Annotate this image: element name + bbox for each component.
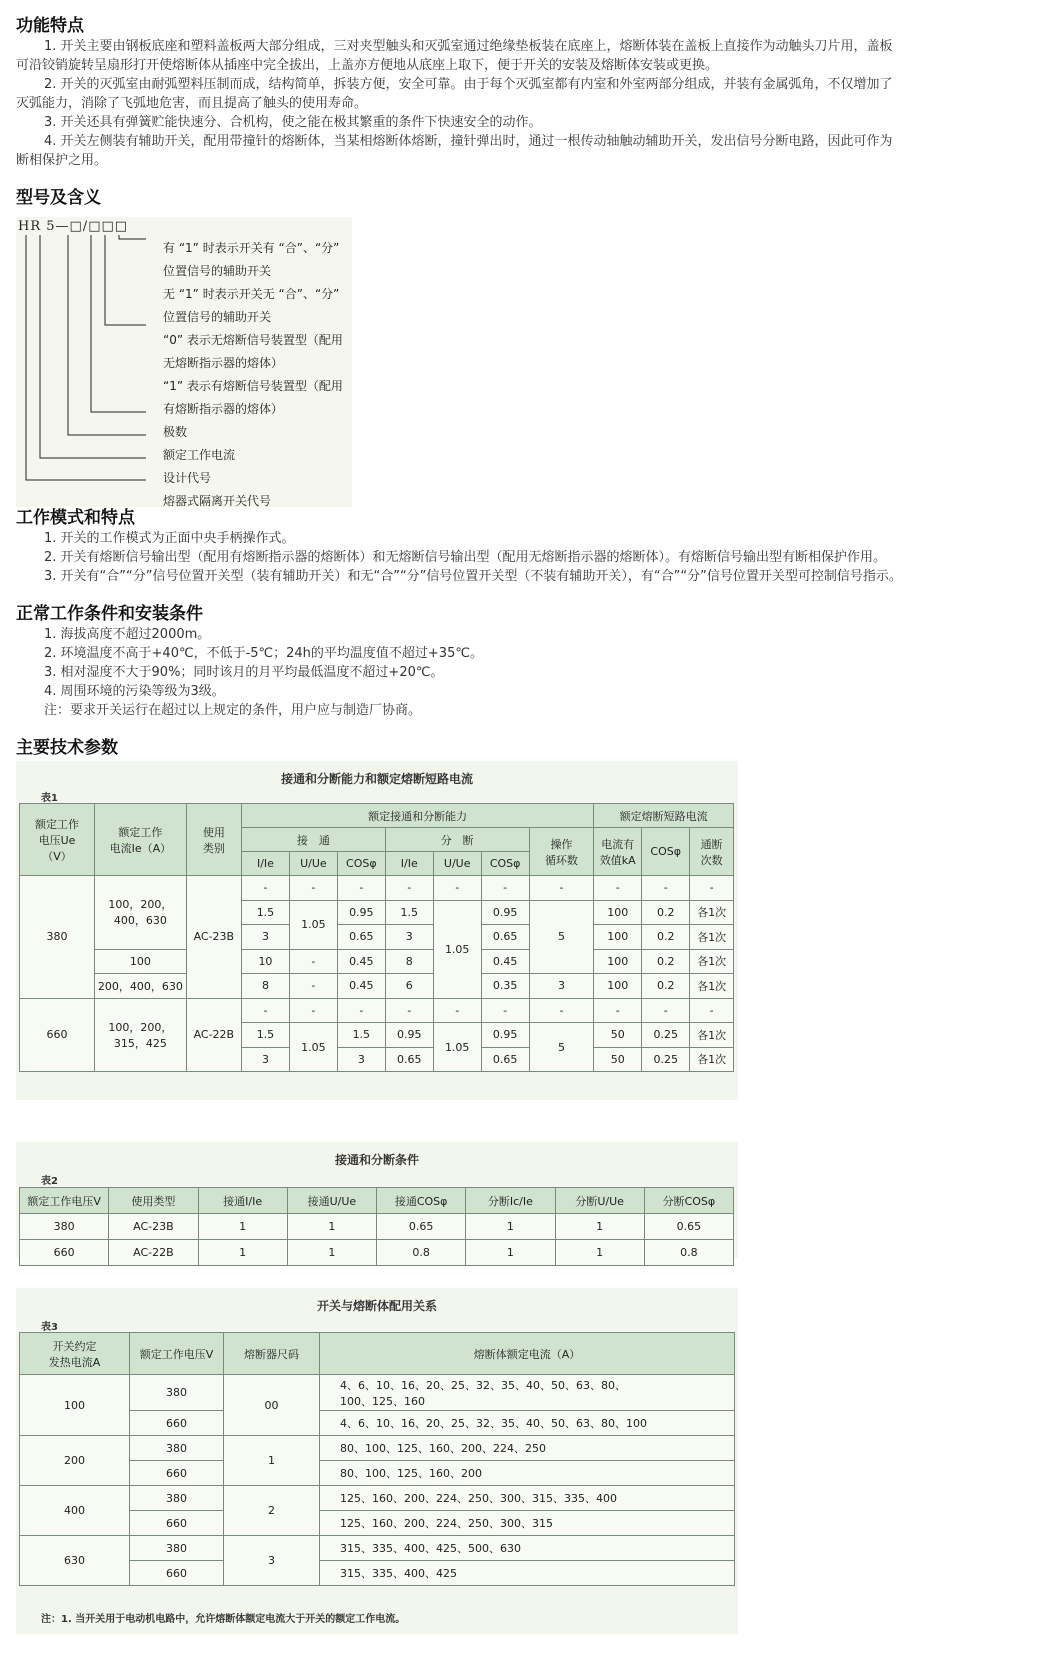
table-cell: 1.05 [433,900,481,998]
table-row [20,1536,735,1561]
table-cell: 00 [224,1375,320,1436]
modes-line: 2. 开关有熔断信号输出型（配用有熔断指示器的熔断体）和无熔断信号输出型（配用无熔断指示器的熔断体）。有熔断信号输出型有断相保护作用。 [44,550,887,565]
table2-title: 接通和分断条件 [334,1153,419,1167]
table-cell: 1 [198,1240,287,1266]
table-cell: 0.2 [642,974,690,999]
conditions-line: 注：要求开关运行在超过以上规定的条件，用户应与制造厂协商。 [44,703,422,718]
conditions-text [16,625,1036,720]
model-line: “1” 表示有熔断信号装置型（配用 [163,379,343,393]
table-cell: 630 [20,1536,130,1586]
model-line: 额定工作电流 [163,448,236,462]
table-cell: 熔断器尺码 [224,1333,320,1375]
table-cell: - [529,998,594,1023]
table-cell: 315、335、400、425、500、630 [320,1536,735,1561]
params-title: 主要技术参数 [16,738,118,758]
table-cell: 额定接通和分断能力 [241,804,593,828]
table-cell: - [289,974,337,999]
table-cell: 1.05 [433,1023,481,1072]
params-section [16,737,1036,759]
table-cell: 0.95 [337,900,385,925]
table-cell: AC-22B [186,998,241,1072]
table-row [20,998,734,1023]
conditions-section [16,603,1036,720]
table-cell: 额定工作电压V [20,1188,109,1214]
table-cell: 1.5 [241,1023,289,1048]
table-cell: 分断Ic/Ie [466,1188,555,1214]
modes-line: 1. 开关的工作模式为正面中央手柄操作式。 [44,531,295,546]
table-cell: COSφ [481,852,529,876]
table-row [20,1188,734,1214]
table-cell: - [289,876,337,901]
model-line: 极数 [163,425,188,439]
table-row [20,1375,735,1411]
table-cell: 660 [130,1461,224,1486]
table-cell: - [433,876,481,901]
table-cell: 1.05 [289,900,337,949]
table-cell: 200，400，630 [95,974,187,999]
table-cell: 使用 类别 [186,804,241,876]
table-cell: 400 [20,1486,130,1536]
table-cell: 0.95 [385,1023,433,1048]
table-cell: 接通COSφ [377,1188,466,1214]
table3-note: 注：1. 当开关用于电动机电路中，允许熔断体额定电流大于开关的额定工作电流。 [41,1614,406,1625]
table-row [20,974,734,999]
model-line: 熔器式隔离开关代号 [163,494,272,508]
conditions-line: 4. 周围环境的污染等级为3级。 [44,684,225,699]
features-line: 3. 开关还具有弹簧贮能快速分、合机构，使之能在极其繁重的条件下快速安全的动作。 [44,115,542,130]
table-cell: 80、100、125、160、200、224、250 [320,1436,735,1461]
table-cell: 3 [224,1536,320,1586]
table-cell: - [594,998,642,1023]
table-cell: 380 [20,1214,109,1240]
table3 [19,1332,735,1586]
table-cell: 125、160、200、224、250、300、315 [320,1511,735,1536]
modes-section [16,507,1036,586]
table-cell: 8 [241,974,289,999]
table-cell: 100 [594,925,642,950]
table3-panel [16,1288,738,1634]
table-cell: - [289,949,337,974]
features-line: 可沿铰销旋转呈扇形打开使熔断体从插座中完全拔出，上盖亦方便地从底座上取下，便于开关的安装及熔断体安装或更换。 [16,58,719,73]
table-cell: 电流有 效值kA [594,828,642,876]
table-cell: 各1次 [690,900,734,925]
table-cell: - [241,876,289,901]
table-cell: 分断COSφ [644,1188,733,1214]
table-cell: 各1次 [690,974,734,999]
table-row [20,949,734,974]
table-cell: 0.8 [377,1240,466,1266]
table2-label: 表2 [41,1176,58,1187]
table-cell: 5 [529,900,594,974]
table-cell: - [385,998,433,1023]
table-cell: 1 [555,1240,644,1266]
modes-line: 3. 开关有“合”“分”信号位置开关型（装有辅助开关）和无“合”“分”信号位置开关型（不装有辅助开关），有“合”“分”信号位置开关型可控制信号指示。 [44,569,902,584]
table1-label: 表1 [41,793,58,804]
features-line: 2. 开关的灭弧室由耐弧塑料压制而成，结构简单，拆装方便，安全可靠。由于每个灭弧室都有内室和外室两部分组成，并装有金属弧角，不仅增加了 [44,77,893,92]
table-cell: 0.65 [481,925,529,950]
table-cell: 8 [385,949,433,974]
table-cell: 100 [594,949,642,974]
table-cell: 660 [130,1411,224,1436]
table-cell: 0.95 [481,900,529,925]
model-line: 无熔断指示器的熔体） [163,356,284,370]
table-cell: 380 [130,1375,224,1411]
table-cell: - [642,998,690,1023]
table-cell: - [241,998,289,1023]
table-cell: 100 [594,974,642,999]
model-code: HR 5—□/□□□ [18,219,129,234]
table-cell: I/Ie [241,852,289,876]
table-cell: 各1次 [690,925,734,950]
table-cell: - [481,876,529,901]
table-cell: - [481,998,529,1023]
table-cell: - [690,998,734,1023]
features-text [16,37,1036,170]
table-cell: 380 [20,876,95,999]
table-cell: 380 [130,1486,224,1511]
table-cell: 3 [385,925,433,950]
table-cell: 100，200， 400，630 [95,876,187,950]
table-cell: 660 [130,1561,224,1586]
table-cell: 3 [241,925,289,950]
table-cell: 100 [594,900,642,925]
table-cell: 0.65 [377,1214,466,1240]
table-cell: 100 [95,949,187,974]
table-cell: 4、6、10、16、20、25、32、35、40、50、63、80、 100、125、160 [320,1375,735,1411]
model-line: 位置信号的辅助开关 [163,310,272,324]
table-cell: 5 [529,1023,594,1072]
table-cell: 1 [198,1214,287,1240]
table-cell: U/Ue [433,852,481,876]
table-cell: 熔断体额定电流（A） [320,1333,735,1375]
table-cell: COSφ [642,828,690,876]
table-cell: 分 断 [385,828,529,852]
conditions-line: 2. 环境温度不高于+40℃，不低于-5℃；24h的平均温度值不超过+35℃。 [44,646,483,661]
table-cell: 1 [287,1214,376,1240]
table1-panel [16,761,738,1100]
table-row [20,1436,735,1461]
model-line: “0” 表示无熔断信号装置型（配用 [163,333,343,347]
model-section [16,187,1036,209]
table-cell: - [337,876,385,901]
table-cell: 各1次 [690,949,734,974]
table-cell: 通断 次数 [690,828,734,876]
table-cell: COSφ [337,852,385,876]
model-diagram [16,217,352,507]
table-row [20,1333,735,1375]
table3-title: 开关与熔断体配用关系 [316,1299,437,1313]
model-title: 型号及含义 [16,188,101,208]
table-cell: 1 [224,1436,320,1486]
table-cell: 50 [594,1047,642,1072]
features-line: 灭弧能力，消除了飞弧地危害，而且提高了触头的使用寿命。 [16,96,368,111]
table-cell: 1.5 [241,900,289,925]
table-row [20,1486,735,1511]
table-cell: 额定工作电压V [130,1333,224,1375]
table-cell: 使用类型 [109,1188,198,1214]
model-descriptions [163,237,343,513]
table-cell: 380 [130,1436,224,1461]
model-line: 有熔断指示器的熔体） [163,402,284,416]
features-line: 1. 开关主要由钢板底座和塑料盖板两大部分组成，三对夹型触头和灭弧室通过绝缘垫板装在底座上，熔断体装在盖板上直接作为动触头刀片用，盖板 [44,39,893,54]
table-cell: 1.05 [289,1023,337,1072]
table-row [20,1214,734,1240]
table-cell: 额定工作 电压Ue （V） [20,804,95,876]
table-cell: 额定熔断短路电流 [594,804,734,828]
table-cell: 分断U/Ue [555,1188,644,1214]
table-cell: 125、160、200、224、250、300、315、335、400 [320,1486,735,1511]
table3-label: 表3 [41,1322,58,1333]
table-cell: 3 [529,974,594,999]
table-cell: 315、335、400、425 [320,1561,735,1586]
table-cell: 1 [287,1240,376,1266]
table-cell: 1.5 [385,900,433,925]
table-cell: - [690,876,734,901]
table-cell: 0.25 [642,1047,690,1072]
table-cell: 0.45 [337,974,385,999]
conditions-line: 1. 海拔高度不超过2000m。 [44,627,211,642]
table-cell: 各1次 [690,1047,734,1072]
table-cell: 3 [337,1047,385,1072]
table-cell: - [289,998,337,1023]
table-cell: 接通I/Ie [198,1188,287,1214]
table-cell: 0.2 [642,925,690,950]
conditions-title: 正常工作条件和安装条件 [16,604,203,624]
table-row [20,1240,734,1266]
table-cell: U/Ue [289,852,337,876]
table-cell: AC-23B [109,1214,198,1240]
table-cell: 操作 循环数 [529,828,594,876]
table-cell: 0.35 [481,974,529,999]
table-cell: 4、6、10、16、20、25、32、35、40、50、63、80、100 [320,1411,735,1436]
table-cell: - [433,998,481,1023]
table-cell: - [337,998,385,1023]
table-cell: 额定工作 电流Ie（A） [95,804,187,876]
table-cell: - [385,876,433,901]
table-cell: 6 [385,974,433,999]
table-cell: 0.65 [337,925,385,950]
table-cell: 660 [130,1511,224,1536]
table-cell: I/Ie [385,852,433,876]
features-section [16,15,1036,170]
features-title: 功能特点 [16,16,84,36]
table-cell: 接 通 [241,828,385,852]
modes-text [16,529,1036,586]
table-cell: 1 [466,1214,555,1240]
table-cell: 660 [20,1240,109,1266]
table-cell: 0.2 [642,900,690,925]
model-line: 位置信号的辅助开关 [163,264,272,278]
conditions-line: 3. 相对湿度不大于90%；同时该月的月平均最低温度不超过+20℃。 [44,665,444,680]
table-cell: 0.8 [644,1240,733,1266]
table-cell: 50 [594,1023,642,1048]
table-cell: 0.65 [481,1047,529,1072]
table-cell: 0.95 [481,1023,529,1048]
table-cell: - [594,876,642,901]
table-cell: 100，200， 315，425 [95,998,187,1072]
table-cell: 3 [241,1047,289,1072]
table-cell: 开关约定 发热电流A [20,1333,130,1375]
table2-panel [16,1142,738,1258]
table-cell: 接通U/Ue [287,1188,376,1214]
table-cell: 100 [20,1375,130,1436]
table-cell: AC-23B [186,876,241,999]
table-cell: 0.65 [385,1047,433,1072]
table-cell: 1 [555,1214,644,1240]
table-cell: 10 [241,949,289,974]
table1 [19,803,734,1072]
table-cell: 0.65 [644,1214,733,1240]
table-cell: 0.25 [642,1023,690,1048]
table-cell: 0.2 [642,949,690,974]
features-line: 4. 开关左侧装有辅助开关，配用带撞针的熔断体，当某相熔断体熔断，撞针弹出时，通过一根传动轴触动辅助开关，发出信号分断电路，因此可作为 [44,134,893,149]
table-cell: - [529,876,594,901]
model-line: 有 “1” 时表示开关有 “合”、“分” [163,241,340,255]
model-line: 设计代号 [163,471,212,485]
table2 [19,1187,734,1266]
table1-title: 接通和分断能力和额定熔断短路电流 [280,772,473,786]
table-cell: 各1次 [690,1023,734,1048]
table-cell: - [642,876,690,901]
modes-title: 工作模式和特点 [16,508,135,528]
table-cell: 200 [20,1436,130,1486]
table-cell: AC-22B [109,1240,198,1266]
table-cell: 80、100、125、160、200 [320,1461,735,1486]
table-row [20,876,734,901]
table-cell: 1 [466,1240,555,1266]
table-cell: 380 [130,1536,224,1561]
table-row [20,804,734,828]
table-cell: 1.5 [337,1023,385,1048]
features-line: 断相保护之用。 [16,153,108,168]
table-cell: 0.45 [337,949,385,974]
model-line: 无 “1” 时表示开关无 “合”、“分” [163,287,340,301]
table-cell: 660 [20,998,95,1072]
table-cell: 0.45 [481,949,529,974]
table-cell: 2 [224,1486,320,1536]
